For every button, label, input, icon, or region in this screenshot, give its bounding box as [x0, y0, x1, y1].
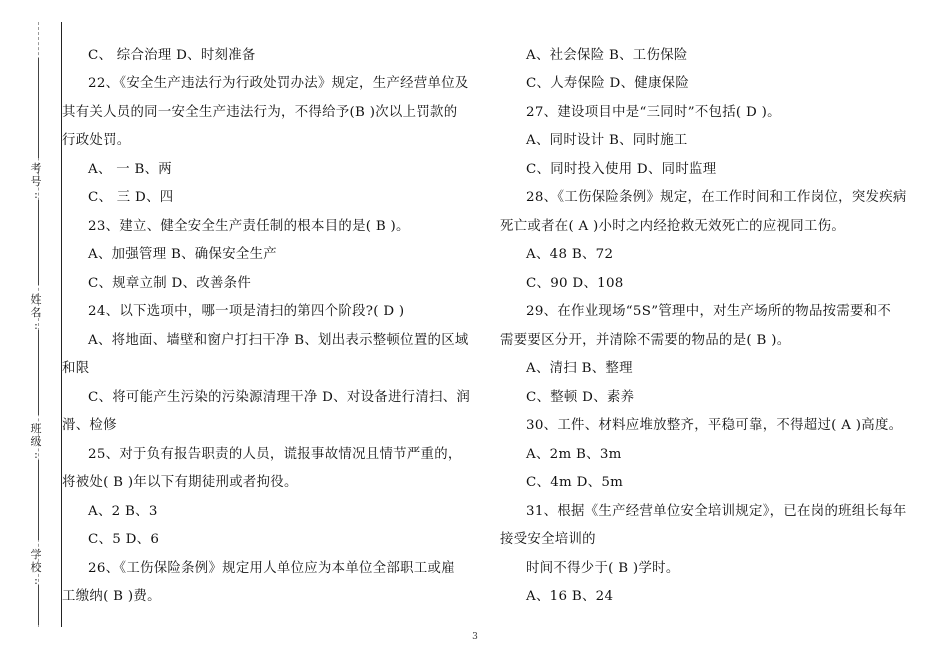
- question-line: 30、工件、材料应堆放整齐，平稳可靠，不得超过( A )高度。: [526, 418, 903, 433]
- binding-margin: [0, 0, 62, 630]
- question-line: 行政处罚。: [62, 133, 131, 148]
- question-line: 将被处( B )年以下有期徒刑或者拘役。: [62, 475, 298, 490]
- question-line: 和限: [62, 361, 90, 376]
- school-label: 学 校 :: [30, 548, 42, 587]
- question-line: 31、根据《生产经营单位安全培训规定》，已在岗的班组长每年: [526, 504, 907, 519]
- question-line: A、 一 B、两: [88, 162, 172, 177]
- question-line: A、2m B、3m: [526, 447, 622, 462]
- question-line: 滑、检修: [62, 418, 117, 433]
- question-line: 时间不得少于( B )学时。: [526, 561, 680, 576]
- question-line: C、整顿 D、素养: [526, 390, 635, 405]
- question-line: 24、以下选项中，哪一项是清扫的第四个阶段?( D ): [88, 304, 405, 319]
- question-line: A、加强管理 B、确保安全生产: [88, 247, 277, 262]
- question-line: C、人寿保险 D、健康保险: [526, 76, 690, 91]
- field-underline: [38, 585, 39, 625]
- field-underline: [38, 330, 39, 415]
- field-underline: [38, 200, 39, 285]
- question-line: 25、对于负有报告职责的人员，谎报事故情况且情节严重的，: [88, 447, 462, 462]
- question-line: 27、建设项目中是“三同时”不包括( D )。: [526, 105, 781, 120]
- question-line: C、规章立制 D、改善条件: [88, 276, 252, 291]
- page-number: 3: [472, 632, 478, 642]
- question-line: C、90 D、108: [526, 276, 624, 291]
- name-label: 姓 名 :: [30, 293, 42, 332]
- question-line: 23、建立、健全安全生产责任制的根本目的是( B )。: [88, 219, 410, 234]
- question-line: A、将地面、墙壁和窗户打扫干净 B、划出表示整顿位置的区域: [88, 333, 469, 348]
- question-line: C、 三 D、四: [88, 190, 174, 205]
- question-line: 工缴纳( B )费。: [62, 589, 161, 604]
- question-line: 需要要区分开，并清除不需要的物品的是( B )。: [500, 333, 791, 348]
- question-line: A、16 B、24: [526, 589, 614, 604]
- question-line: A、同时设计 B、同时施工: [526, 133, 688, 148]
- question-line: 接受安全培训的: [500, 532, 596, 547]
- question-line: 22、《安全生产违法行为行政处罚办法》规定，生产经营单位及: [88, 76, 469, 91]
- question-line: C、将可能产生污染的污染源清理干净 D、对设备进行清扫、润: [88, 390, 471, 405]
- question-line: 死亡或者在( A )小时之内经抢救无效死亡的应视同工伤。: [500, 219, 846, 234]
- exam-number-label: 考 号 :: [30, 162, 42, 201]
- class-label: 班 级 :: [30, 422, 42, 461]
- field-underline: [38, 58, 39, 158]
- question-line: A、2 B、3: [88, 504, 158, 519]
- question-line: C、同时投入使用 D、同时监理: [526, 162, 717, 177]
- question-line: A、清扫 B、整理: [526, 361, 633, 376]
- field-underline: [38, 460, 39, 540]
- question-line: C、4m D、5m: [526, 475, 624, 490]
- question-line: C、5 D、6: [88, 532, 160, 547]
- question-line: A、社会保险 B、工伤保险: [526, 48, 688, 63]
- question-line: C、 综合治理 D、时刻准备: [88, 48, 256, 63]
- question-line: 29、在作业现场“5S”管理中，对生产场所的物品按需要和不: [526, 304, 892, 319]
- question-line: 28、《工伤保险条例》规定，在工作时间和工作岗位，突发疾病: [526, 190, 907, 205]
- question-line: 其有关人员的同一安全生产违法行为，不得给予(B )次以上罚款的: [62, 105, 458, 120]
- question-line: A、48 B、72: [526, 247, 614, 262]
- question-line: 26、《工伤保险条例》规定用人单位应为本单位全部职工或雇: [88, 561, 455, 576]
